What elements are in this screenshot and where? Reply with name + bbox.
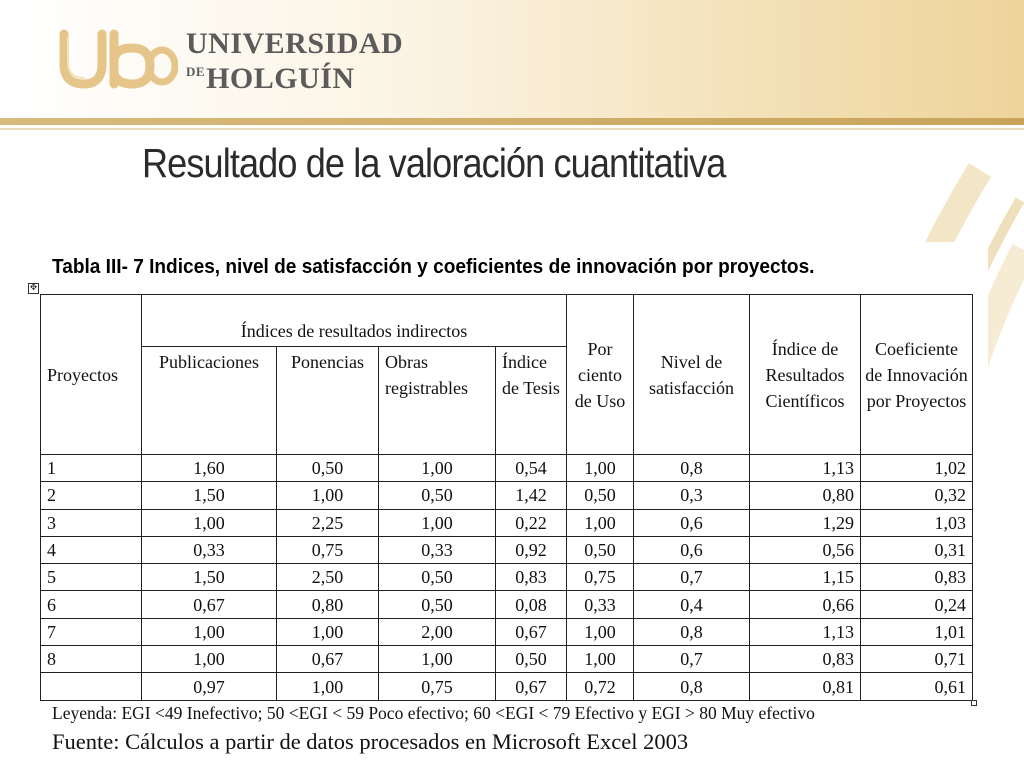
logo-line-holguin [186,58,403,93]
header-divider [0,118,1024,125]
table-cell: 0,75 [567,564,634,591]
table-cell: 8 [41,646,142,673]
table-cell: 1 [41,455,142,482]
table-cell: 0,8 [634,618,750,645]
university-logo-text [186,27,404,95]
table-cell: 0,67 [496,673,567,700]
table-cell: 0,54 [496,455,567,482]
table-row [41,564,973,591]
table-row [41,482,973,509]
table-body [41,455,973,701]
resize-square-icon[interactable] [971,700,977,706]
table-cell: 0,3 [634,482,750,509]
table-cell: 1,00 [567,646,634,673]
table-caption: Tabla III- 7 Indices, nivel de satisfacción y coeficientes de innovación por proyectos. [52,255,815,278]
table-cell: 0,67 [277,646,379,673]
table-cell: 1,03 [861,509,973,536]
table-cell: 0,50 [379,564,496,591]
table-row [41,455,973,482]
table-cell: 1,50 [142,564,277,591]
header-publicaciones: Publicaciones [142,347,277,455]
table-cell: 0,50 [567,482,634,509]
header-obras-registrables: Obras registrables [379,347,496,455]
table-cell: 7 [41,618,142,645]
table-cell: 0,6 [634,509,750,536]
table-cell: 1,00 [567,509,634,536]
table-cell: 0,75 [379,673,496,700]
table-cell [41,673,142,700]
header-proyectos: Proyectos [41,295,142,455]
table-cell: 0,50 [567,536,634,563]
table-cell: 6 [41,591,142,618]
table-cell: 3 [41,509,142,536]
table-cell: 1,00 [142,646,277,673]
header-nivel-satisfaccion: Nivel de satisfacción [634,295,750,455]
header-indice-tesis: Índice de Tesis [496,347,567,455]
slide-title: Resultado de la valoración cuantitativa [142,140,726,186]
table-cell: 0,6 [634,536,750,563]
table-cell: 1,00 [277,618,379,645]
header-por-ciento-uso: Por ciento de Uso [567,295,634,455]
table-cell: 1,00 [379,509,496,536]
table-cell: 0,83 [496,564,567,591]
table-row [41,618,973,645]
table-cell: 0,61 [861,673,973,700]
table-cell: 0,97 [142,673,277,700]
table-cell: 0,4 [634,591,750,618]
table-cell: 4 [41,536,142,563]
table-cell: 0,83 [861,564,973,591]
table-cell: 0,81 [750,673,861,700]
table-cell: 1,50 [142,482,277,509]
table-cell: 1,15 [750,564,861,591]
table-cell: 2,50 [277,564,379,591]
table-cell: 0,8 [634,455,750,482]
table-cell: 1,29 [750,509,861,536]
logo-holguin: HOLGUÍN [206,62,355,95]
table-cell: 1,42 [496,482,567,509]
table-row [41,646,973,673]
table-cell: 0,7 [634,646,750,673]
table-cell: 0,80 [277,591,379,618]
table-cell: 5 [41,564,142,591]
table-cell: 0,22 [496,509,567,536]
table-cell: 1,00 [379,455,496,482]
table-cell: 0,50 [277,455,379,482]
table-cell: 1,00 [277,482,379,509]
table-cell: 1,00 [567,618,634,645]
uho-logo-icon [58,28,178,90]
table-cell: 2,25 [277,509,379,536]
table-cell: 1,00 [567,455,634,482]
table-cell: 2 [41,482,142,509]
table-cell: 0,7 [634,564,750,591]
table-cell: 0,75 [277,536,379,563]
table-cell: 0,92 [496,536,567,563]
logo-line-universidad: UNIVERSIDAD [186,27,404,60]
table-cell: 2,00 [379,618,496,645]
table-source: Fuente: Cálculos a partir de datos procesados en Microsoft Excel 2003 [52,729,689,754]
table-cell: 0,83 [750,646,861,673]
table-cell: 0,33 [142,536,277,563]
table-cell: 0,31 [861,536,973,563]
table-cell: 0,71 [861,646,973,673]
table-cell: 1,00 [142,618,277,645]
table-cell: 1,00 [379,646,496,673]
table-cell: 0,67 [496,618,567,645]
table-cell: 0,72 [567,673,634,700]
table-cell: 1,13 [750,618,861,645]
header-group-indices: Índices de resultados indirectos [142,295,567,347]
table-cell: 0,67 [142,591,277,618]
table-cell: 0,50 [379,482,496,509]
header-coeficiente: Coeficiente de Innovación por Proyectos [861,295,973,455]
table-cell: 1,01 [861,618,973,645]
table-cell: 0,33 [379,536,496,563]
table-cell: 0,80 [750,482,861,509]
logo-de: DE [186,64,206,79]
table-row [41,591,973,618]
table-cell: 1,60 [142,455,277,482]
table-cell: 0,56 [750,536,861,563]
move-cross-icon[interactable]: ✥ [29,283,38,293]
header-ponencias: Ponencias [277,347,379,455]
table-row [41,673,973,700]
header-indice-resultados: Índice de Resultados Científicos [750,295,861,455]
table-cell: 0,50 [379,591,496,618]
table-cell: 0,33 [567,591,634,618]
table-cell: 1,13 [750,455,861,482]
table-cell: 1,00 [277,673,379,700]
table-cell: 0,08 [496,591,567,618]
table-cell: 0,50 [496,646,567,673]
results-table [40,294,973,701]
table-row [41,509,973,536]
table-cell: 0,24 [861,591,973,618]
table-cell: 0,8 [634,673,750,700]
table-cell: 1,00 [142,509,277,536]
table-cell: 1,02 [861,455,973,482]
table-cell: 0,66 [750,591,861,618]
table-legend: Leyenda: EGI <49 Inefectivo; 50 <EGI < 59 Poco efectivo; 60 <EGI < 79 Efectivo y EGI > 80 Muy efectivo [52,703,815,723]
table-cell: 0,32 [861,482,973,509]
table-row [41,536,973,563]
